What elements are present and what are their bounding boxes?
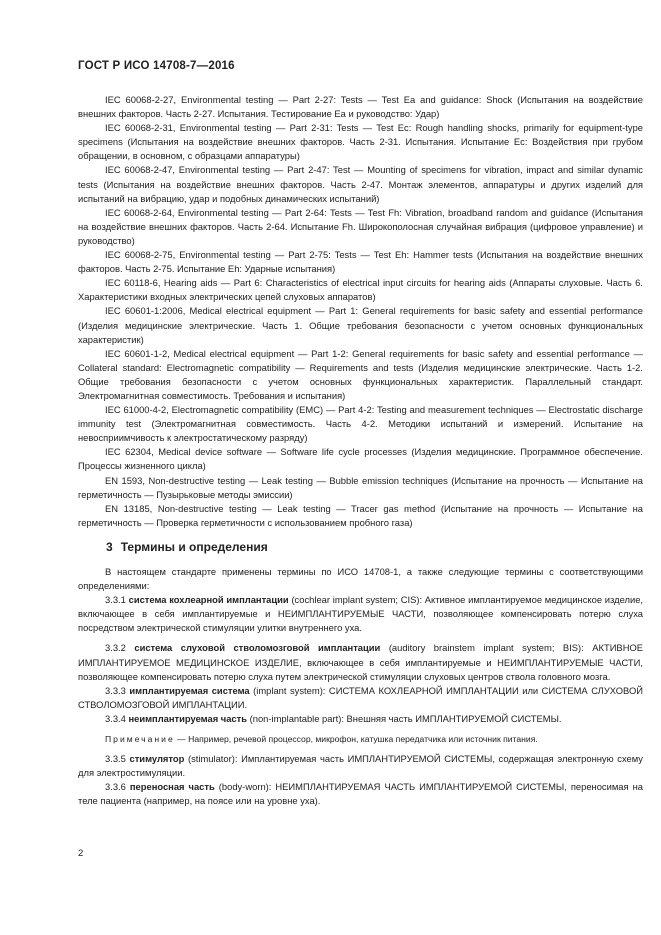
reference-item: IEC 60068-2-31, Environmental testing — Part 2-31: Tests — Test Ec: Rough handling shocks, primarily for equipment-type specimens (Испытания на воздействие внешних факторов. Часть 2-31. Испытания. Испытание Ec: Воздействия при грубом обращении, в основном, с образцами аппаратуры) [78, 122, 643, 162]
document-header: ГОСТ Р ИСО 14708-7—2016 [78, 60, 235, 72]
definition-number: 3.3.4 [105, 712, 126, 724]
section-number: 3 [106, 540, 113, 554]
definition-number: 3.3.6 [105, 781, 126, 793]
definition-item [78, 780, 643, 808]
normative-references-list [78, 93, 643, 530]
reference-item: IEC 60068-2-27, Environmental testing — Part 2-27: Tests — Test Ea and guidance: Shock (Испытания на воздействие внешних факторов. Часть 2-27. Испытания. Тестирование Ea и руководство: Удар) [78, 94, 643, 120]
definition-item [78, 752, 643, 780]
definition-text: (implant system): СИСТЕМА КОХЛЕАРНОЙ ИМПЛАНТАЦИИ или СИСТЕМА СЛУХОВОЙ СТВОЛОМОЗГОВОЙ ИМПЛАНТАЦИИ. [78, 684, 643, 710]
reference-item: IEC 60601-1-2, Medical electrical equipment — Part 1-2: General requirements for basic safety and essential performance — Collateral standard: Electromagnetic compatibility — Requirements and tests (Изделия медицинские электрические. Часть 1-2. Общие требования безопасности с учетом основных функциональных характеристик. Параллельный стандарт. Электромагнитная совместимость. Требования и испытания) [78, 347, 643, 401]
definition-item [78, 712, 643, 726]
note-label: Примечание [105, 734, 175, 745]
definition-number: 3.3.1 [105, 594, 126, 606]
definition-term: система слуховой стволомозговой имплантации [134, 642, 381, 654]
definition-term: стимулятор [129, 753, 185, 765]
definition-text: (body-worn): НЕИМПЛАНТИРУЕМАЯ ЧАСТЬ ИМПЛАНТИРУЕМОЙ СИСТЕМЫ, переносимая на теле пациента (например, на поясе или на уровне уха). [78, 781, 643, 807]
reference-item: IEC 60068-2-64, Environmental testing — Part 2-64: Tests — Test Fh: Vibration, broadband random and guidance (Испытания на воздействие внешних факторов. Часть 2-64. Испытание Fh. Широкополосная случайная вибрация (цифровое управление) и руководство) [78, 206, 643, 246]
definition-item [78, 593, 643, 635]
reference-item: IEC 61000-4-2, Electromagnetic compatibility (EMC) — Part 4-2: Testing and measurement techniques — Electrostatic discharge immunity test (Электромагнитная совместимость. Часть 4-2. Методики испытаний и измерений. Испытание на невосприимчивость к электростатическому разряду) [78, 404, 643, 444]
reference-item: IEC 62304, Medical device software — Software life cycle processes (Изделия медицинские. Программное обеспечение. Процессы жизненного цикла) [78, 446, 643, 472]
definition-term: система кохлеарной имплантации [128, 594, 289, 606]
definition-number: 3.3.3 [105, 684, 126, 696]
note-text: — Например, речевой процессор, микрофон, катушка передатчика или источник питания. [177, 734, 538, 745]
definition-item [78, 684, 643, 712]
definition-text: (cochlear implant system; CIS): Активное имплантируемое медицинское изделие, включающее в себя имплантируемые и НЕИМПЛАНТИРУЕМЫЕ ЧАСТИ, позволяющее компенсировать потерю слуха посредством электрической стимуляции улитки внутреннего уха. [78, 594, 644, 634]
section-heading [106, 540, 268, 554]
definition-item [78, 641, 643, 683]
reference-item: EN 1593, Non-destructive testing — Leak testing — Bubble emission techniques (Испытание на прочность — Испытание на герметичность — Пузырьковые методы эмиссии) [78, 474, 643, 500]
reference-item: IEC 60601-1:2006, Medical electrical equipment — Part 1: General requirements for basic safety and essential performance (Изделия медицинские электрические. Часть 1. Общие требования безопасности с учетом основных функциональных характеристик) [78, 305, 643, 345]
section-title: Термины и определения [120, 540, 268, 554]
definition-note [78, 732, 643, 746]
reference-item: IEC 60068-2-75, Environmental testing — Part 2-75: Tests — Test Eh: Hammer tests (Испытания на воздействие внешних факторов. Часть 2-75. Испытание Eh: Ударные испытания) [78, 249, 643, 275]
definitions-list [78, 565, 643, 808]
definition-text: (auditory brainstem implant system; BIS): АКТИВНОЕ ИМПЛАНТИРУЕМОЕ МЕДИЦИНСКОЕ ИЗДЕЛИЕ, включающее в себя имплантируемые и НЕИМПЛАНТИРУЕМЫЕ ЧАСТИ, позволяющее компенсировать потерю слуха путем электрической стимуляции слуховых центров ствола головного мозга. [78, 642, 644, 682]
definition-text: (stimulator): Имплантируемая часть ИМПЛАНТИРУЕМОЙ СИСТЕМЫ, содержащая электронную схему для электростимуляции. [78, 753, 643, 779]
reference-item: EN 13185, Non-destructive testing — Leak testing — Tracer gas method (Испытание на прочность — Испытание на герметичность — Проверка герметичности с использованием пробного газа) [78, 502, 643, 528]
definition-text: (non-implantable part): Внешняя часть ИМПЛАНТИРУЕМОЙ СИСТЕМЫ. [249, 712, 562, 724]
reference-item: IEC 60118-6, Hearing aids — Part 6: Characteristics of electrical input circuits for hearing aids (Аппараты слуховые. Часть 6. Характеристики входных электрических цепей слуховых аппаратов) [78, 277, 643, 303]
definition-term: имплантируемая система [129, 684, 250, 696]
definition-term: неимплантируемая часть [128, 712, 248, 724]
reference-item: IEC 60068-2-47, Environmental testing — Part 2-47: Test — Mounting of specimens for vibration, impact and similar dynamic tests (Испытания на воздействие внешних факторов. Часть 2-47. Монтаж элементов, аппаратуры и других изделий для испытаний на вибрацию, удар и подобных динамических испытаний) [78, 164, 643, 204]
definition-term: переносная часть [129, 781, 215, 793]
page-number: 2 [78, 848, 84, 859]
definition-number: 3.3.5 [105, 753, 126, 765]
definitions-intro: В настоящем стандарте применены термины по ИСО 14708-1, а также следующие термины с соответствующими определениями: [78, 566, 643, 592]
definition-number: 3.3.2 [105, 642, 126, 654]
